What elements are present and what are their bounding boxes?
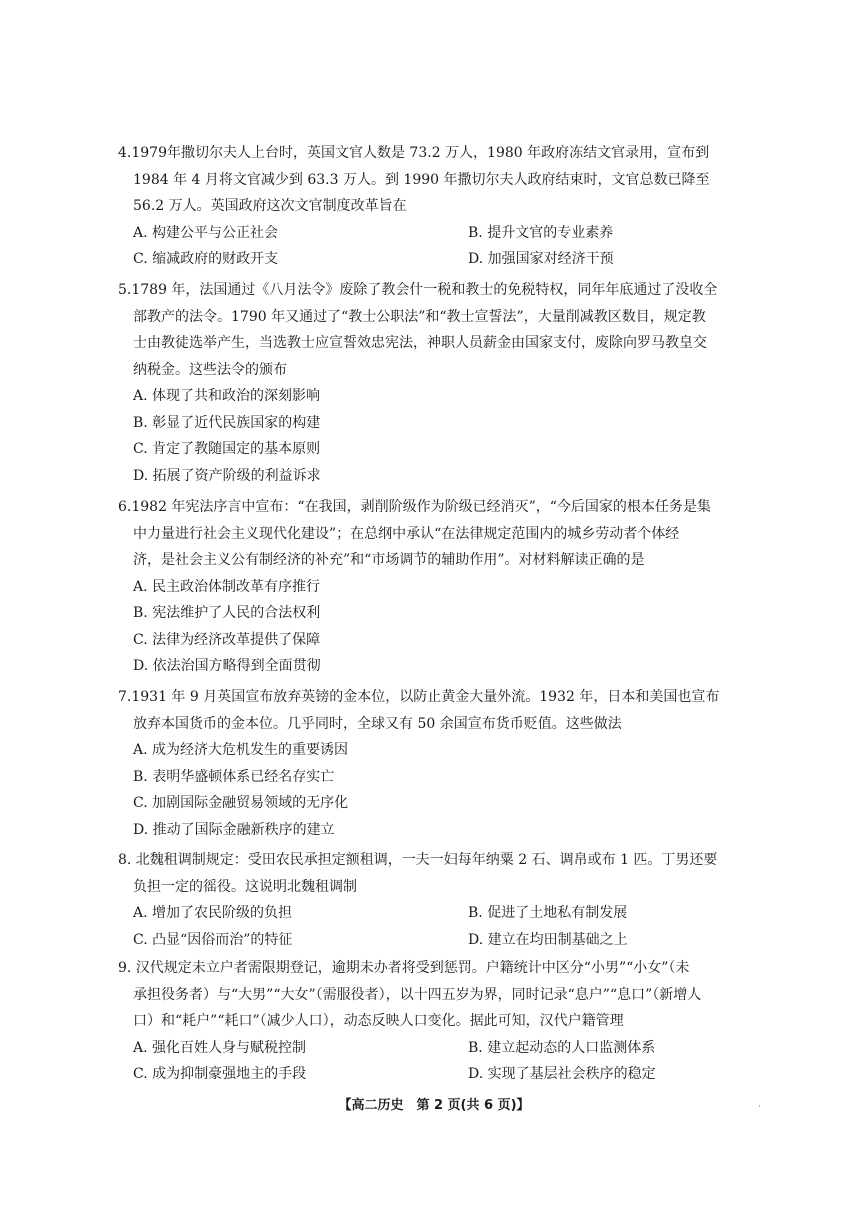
option-c: C. 凸显“因俗而治”的特征 [133, 931, 293, 948]
option-d: D. 依法治国方略得到全面贯彻 [133, 658, 321, 674]
option-b: B. 彰显了近代民族国家的构建 [133, 414, 321, 431]
option-d: D. 拓展了资产阶级的利益诉求 [133, 467, 321, 484]
question-5-line-4: 纳税金。这些法令的颁布 [133, 361, 287, 378]
question-9-options-row-1 [118, 1035, 778, 1062]
question-4-options-row-2 [118, 246, 778, 273]
question-4-line-3: 56.2 万人。英国政府这次文官制度改革旨在 [133, 198, 407, 214]
question-9-options-row-2 [118, 1061, 778, 1088]
question-6-line-3: 济，是社会主义公有制经济的补充”和“市场调节的辅助作用”。对材料解读正确的是 [133, 552, 645, 568]
option-b: B. 宪法维护了人民的合法权利 [133, 605, 321, 621]
question-5-line-1: 5.1789 年，法国通过《八月法令》废除了教会什一税和教士的免税特权，同年年底通过了没收全 [118, 282, 718, 298]
question-5-line-3: 士由教徒选举产生，当选教士应宣誓效忠宪法，神职人员薪金由国家支付，废除向罗马教皇交 [133, 335, 707, 351]
option-b: B. 建立起动态的人口监测体系 [468, 1039, 656, 1056]
option-d: D. 加强国家对经济干预 [468, 251, 614, 267]
question-5 [118, 277, 778, 489]
question-9-line-2: 承担役务者）与“大男”“大女”（需服役者），以十四五岁为界，同时记录“息户”“息口”（新增人 [133, 986, 702, 1003]
question-6-line-1: 6.1982 年宪法序言中宣布：“在我国，剥削阶级作为阶级已经消灭”，“今后国家的根本任务是集 [118, 499, 711, 515]
question-4-line-1: 4.1979年撒切尔夫人上台时，英国文官人数是 73.2 万人，1980 年政府冻结文官录用，宣布到 [118, 145, 710, 161]
option-b: B. 促进了土地私有制发展 [468, 905, 628, 921]
question-8-options-row-1 [118, 900, 778, 927]
question-7-line-2: 放弃本国货币的金本位。几乎同时，全球又有 50 余国宣布货币贬值。这些做法 [133, 715, 622, 732]
question-7-line-1: 7.1931 年 9 月英国宣布放弃英镑的金本位，以防止黄金大量外流。1932 年，日本和美国也宣布 [118, 689, 720, 705]
option-a: A. 增加了农民阶级的负担 [133, 905, 293, 921]
question-6 [118, 494, 778, 680]
option-c: C. 加剧国际金融贸易领域的无序化 [133, 795, 349, 811]
question-8 [118, 847, 778, 953]
option-c: C. 肯定了教随国定的基本原则 [133, 441, 321, 457]
corner-mark: · [758, 1102, 761, 1112]
option-a: A. 构建公平与公正社会 [133, 224, 279, 241]
question-4 [118, 140, 778, 273]
question-5-line-2: 部教产的法令。1790 年又通过了“教士公职法”和“教士宣誓法”，大量削减教区数目，规定教 [133, 308, 706, 325]
option-a: A. 体现了共和政治的深刻影响 [133, 388, 321, 404]
option-c: C. 法律为经济改革提供了保障 [133, 631, 321, 648]
option-c: C. 成为抑制豪强地主的手段 [133, 1066, 307, 1082]
option-d: D. 推动了国际金融新秩序的建立 [133, 821, 335, 838]
question-6-line-2: 中力量进行社会主义现代化建设”；在总纲中承认“在法律规定范围内的城乡劳动者个体经 [133, 525, 680, 542]
question-4-line-2: 1984 年 4 月将文官减少到 63.3 万人。到 1990 年撒切尔夫人政府结束时，文官总数已降至 [133, 171, 710, 188]
question-4-options-row-1 [118, 220, 778, 247]
question-9-line-1: 9. 汉代规定未立户者需限期登记，逾期未办者将受到惩罚。户籍统计中区分“小男”“小女”（未 [118, 960, 690, 976]
question-9 [118, 955, 778, 1088]
option-a: A. 强化百姓人身与赋税控制 [133, 1039, 307, 1056]
option-c: C. 缩减政府的财政开支 [133, 251, 279, 267]
question-8-line-2: 负担一定的徭役。这说明北魏租调制 [133, 878, 357, 895]
option-b: B. 表明华盛顿体系已经名存实亡 [133, 768, 335, 785]
option-d: D. 建立在均田制基础之上 [468, 931, 628, 948]
option-b: B. 提升文官的专业素养 [468, 224, 614, 241]
question-9-line-3: 口）和“耗户”“耗口”（减少人口），动态反映人口变化。据此可知，汉代户籍管理 [133, 1013, 624, 1029]
option-d: D. 实现了基层社会秩序的稳定 [468, 1066, 656, 1082]
page-footer: 【高二历史 第 2 页(共 6 页)】 [338, 1098, 530, 1113]
question-7 [118, 684, 778, 843]
option-a: A. 民主政治体制改革有序推行 [133, 578, 321, 595]
question-8-line-1: 8. 北魏租调制规定：受田农民承担定额租调，一夫一妇每年纳粟 2 石、调帛或布 1 匹。丁男还要 [118, 852, 718, 868]
question-8-options-row-2 [118, 927, 778, 954]
option-a: A. 成为经济大危机发生的重要诱因 [133, 742, 349, 758]
